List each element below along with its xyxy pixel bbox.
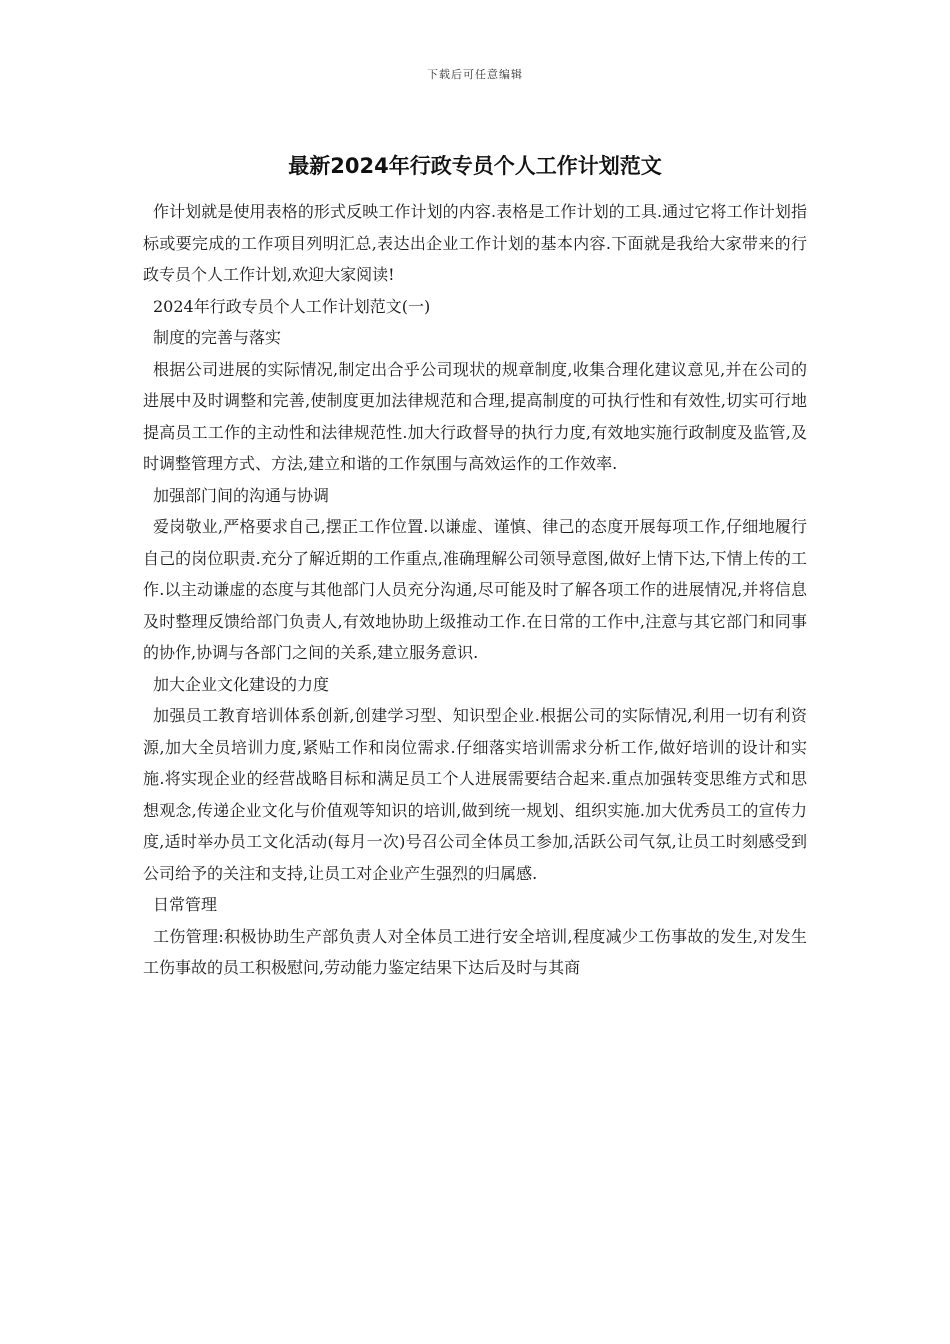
section-title: 2024年行政专员个人工作计划范文(一) [153,296,431,316]
subsection-heading: 加大企业文化建设的力度 [153,674,330,694]
intro-paragraph: 作计划就是使用表格的形式反映工作计划的内容.表格是工作计划的工具.通过它将工作计划指标或要完成的工作项目列明汇总,表达出企业工作计划的基本内容.下面就是我给大家带来的行政专员个人工作计划,欢迎大家阅读! [143,202,807,284]
body-paragraph: 爱岗敬业,严格要求自己,摆正工作位置.以谦虚、谨慎、律己的态度开展每项工作,仔细地履行自己的岗位职责.充分了解近期的工作重点,准确理解公司领导意图,做好上情下达,下情上传的工作.以主动谦虚的态度与其他部门人员充分沟通,尽可能及时了解各项工作的进展情况,并将信息及时整理反馈给部门负责人,有效地协助上级推动工作.在日常的工作中,注意与其它部门和同事的协作,协调与各部门之间的关系,建立服务意识. [143,517,807,662]
subsection-heading: 加强部门间的沟通与协调 [153,485,330,505]
document-body [143,196,807,984]
body-paragraph: 工伤管理:积极协助生产部负责人对全体员工进行安全培训,程度减少工伤事故的发生,对发生工伤事故的员工积极慰问,劳动能力鉴定结果下达后及时与其商 [143,926,807,977]
document-title: 最新2024年行政专员个人工作计划范文 [288,154,662,178]
body-paragraph: 根据公司进展的实际情况,制定出合乎公司现状的规章制度,收集合理化建议意见,并在公司的进展中及时调整和完善,使制度更加法律规范和合理,提高制度的可执行性和有效性,切实可行地提高员工工作的主动性和法律规范性.加大行政督导的执行力度,有效地实施行政制度及监管,及时调整管理方式、方法,建立和谐的工作氛围与高效运作的工作效率. [143,359,807,473]
subsection-heading: 日常管理 [153,895,218,914]
subsection-heading: 制度的完善与落实 [153,328,282,347]
header-note: 下载后可任意编辑 [427,68,523,81]
body-paragraph: 加强员工教育培训体系创新,创建学习型、知识型企业.根据公司的实际情况,利用一切有利资源,加大全员培训力度,紧贴工作和岗位需求.仔细落实培训需求分析工作,做好培训的设计和实施.将实现企业的经营战略目标和满足员工个人进展需要结合起来.重点加强转变思维方式和思想观念,传递企业文化与价值观等知识的培训,做到统一规划、组织实施.加大优秀员工的宣传力度,适时举办员工文化活动(每月一次)号召公司全体员工参加,活跃公司气氛,让员工时刻感受到公司给予的关注和支持,让员工对企业产生强烈的归属感. [143,706,807,883]
